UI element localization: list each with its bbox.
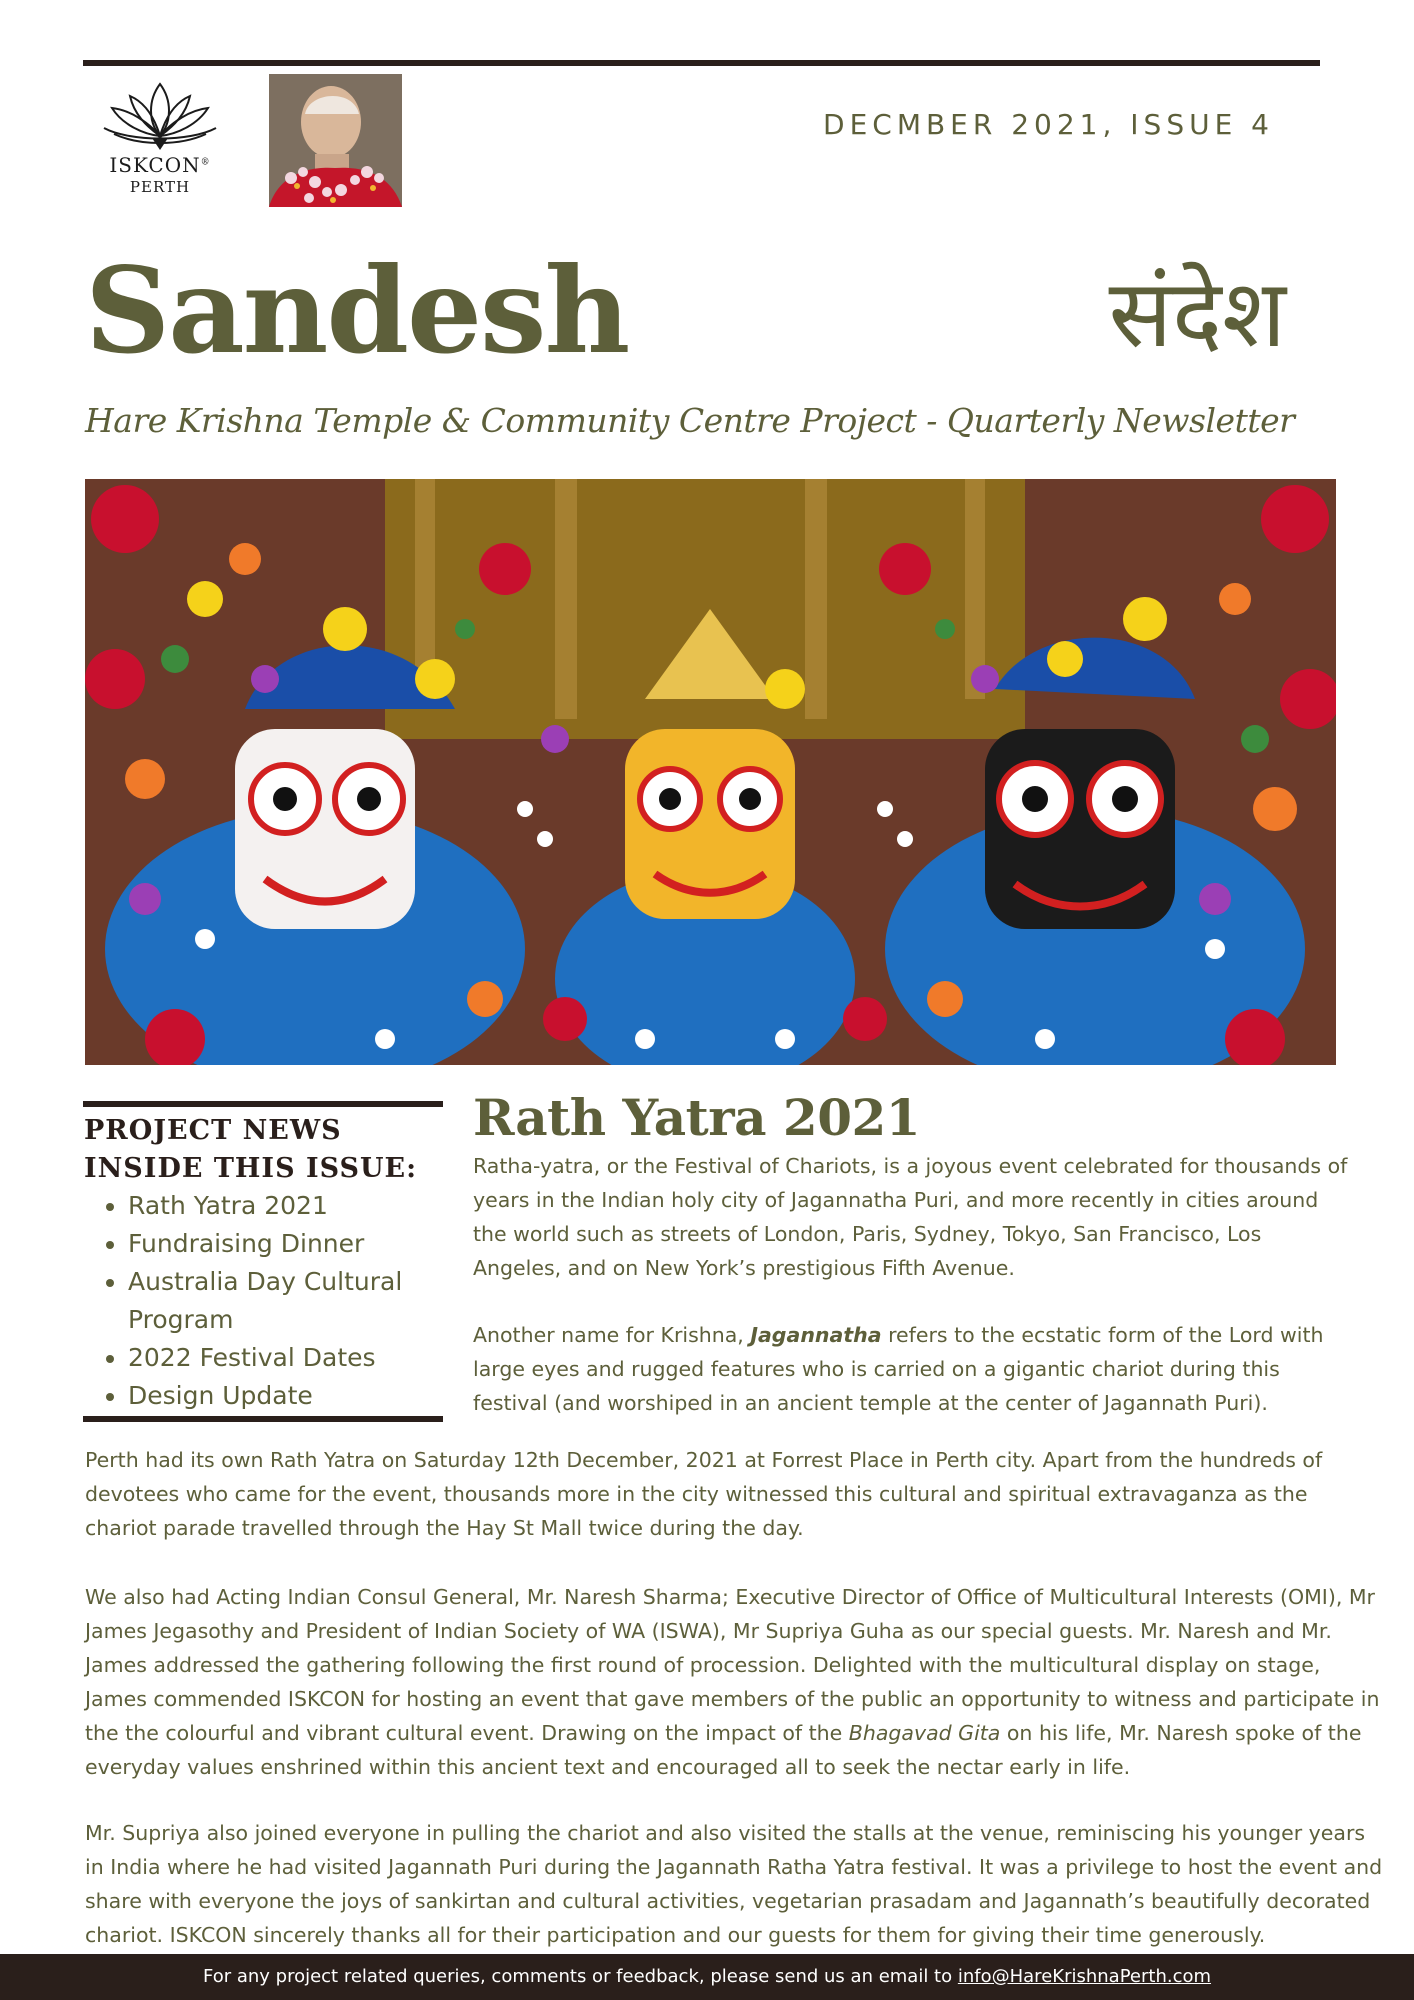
sidebar-contents-list: [84, 1187, 444, 1415]
issue-date: DECMBER 2021, ISSUE 4: [823, 108, 1274, 141]
article-paragraph-1: Ratha-yatra, or the Festival of Chariots, is a joyous event celebrated for thousands of years in the Indian holy city of Jagannatha Puri, and more recently in cities around the world such as streets of London, Paris, Sydney, Tokyo, San Francisco, Los Angeles, and on New York’s prestigious Fifth Avenue.: [473, 1154, 1348, 1280]
article-paragraph-5: Mr. Supriya also joined everyone in pulling the chariot and also visited the stalls at the venue, reminiscing his younger years in India where he had visited Jagannath Puri during the Jagannath Ratha Yatra festival. It was a privilege to host the event and share with everyone the joys of sankirtan and cultural activities, vegetarian prasadam and Jagannath’s beautifully decorated chariot. ISKCON sincerely thanks all for their participation and our guests for them for giving their time generously.: [85, 1821, 1383, 1947]
toc-item-fundraising-dinner: • Fundraising Dinner: [128, 1225, 444, 1263]
logo-text-iskcon: ISKCON®: [109, 153, 211, 177]
toc-item-australia-day: • Australia Day Cultural Program: [128, 1263, 444, 1339]
article-paragraph-3: Perth had its own Rath Yatra on Saturday 12th December, 2021 at Forrest Place in Perth city. Apart from the hundreds of devotees who came for the event, thousands more in the city witnessed this cultural and spiritual extravaganza as the chariot parade travelled through the Hay St Mall twice during the day.: [85, 1448, 1323, 1540]
sidebar-top-rule: [83, 1101, 443, 1107]
article-title: Rath Yatra 2021: [473, 1088, 921, 1147]
footer-text: For any project related queries, comments or feedback, please send us an email to: [202, 1966, 958, 1987]
emphasis-jagannatha: Jagannatha: [750, 1323, 882, 1347]
newsletter-title: Sandesh: [85, 241, 629, 380]
iskcon-perth-logo: [90, 76, 230, 200]
top-rule: [83, 60, 1320, 66]
article-paragraph-4: We also had Acting Indian Consul General, Mr. Naresh Sharma; Executive Director of Office of Multicultural Interests (OMI), Mr James Jegasothy and President of Indian Society of WA (ISWA), Mr Supriya Guha as our special guests. Mr. Naresh and Mr. James addressed the gathering following the first round of procession. Delighted with the multicultural display on stage, James commended ISKCON for hosting an event that gave members of the public an opportunity to witness and participate in the the colourful and vibrant cultural event. Drawing on the impact of the Bhagavad Gita on his life, Mr. Naresh spoke of the everyday values enshrined within this ancient text and encouraged all to seek the nectar early in life.: [85, 1585, 1380, 1779]
newsletter-title-hindi: संदेश: [1108, 260, 1286, 369]
footer-email-link[interactable]: info@HareKrishnaPerth.com: [957, 1966, 1212, 1987]
sidebar-bottom-rule: [83, 1416, 443, 1422]
lotus-icon: [90, 76, 230, 156]
toc-item-festival-dates: • 2022 Festival Dates: [128, 1339, 444, 1377]
sidebar-heading: [84, 1112, 444, 1188]
sidebar-heading-line2: INSIDE THIS ISSUE:: [84, 1153, 418, 1184]
toc-item-rath-yatra: • Rath Yatra 2021: [128, 1187, 444, 1225]
founder-portrait-photo: [269, 74, 402, 207]
logo-text-perth: PERTH: [129, 178, 191, 196]
newsletter-tagline: Hare Krishna Temple & Community Centre Project - Quarterly Newsletter: [85, 401, 1295, 440]
emphasis-bhagavad-gita: Bhagavad Gita: [848, 1721, 1001, 1745]
footer-bar: [0, 1954, 1414, 2000]
article-paragraph-2: Another name for Krishna, Jagannatha refers to the ecstatic form of the Lord with large eyes and rugged features who is carried on a gigantic chariot during this festival (and worshiped in an ancient temple at the center of Jagannath Puri).: [473, 1323, 1324, 1415]
hero-photo-jagannath-deities: [85, 479, 1336, 1065]
sidebar-heading-line1: PROJECT NEWS: [84, 1115, 342, 1146]
toc-item-design-update: • Design Update: [128, 1377, 444, 1415]
